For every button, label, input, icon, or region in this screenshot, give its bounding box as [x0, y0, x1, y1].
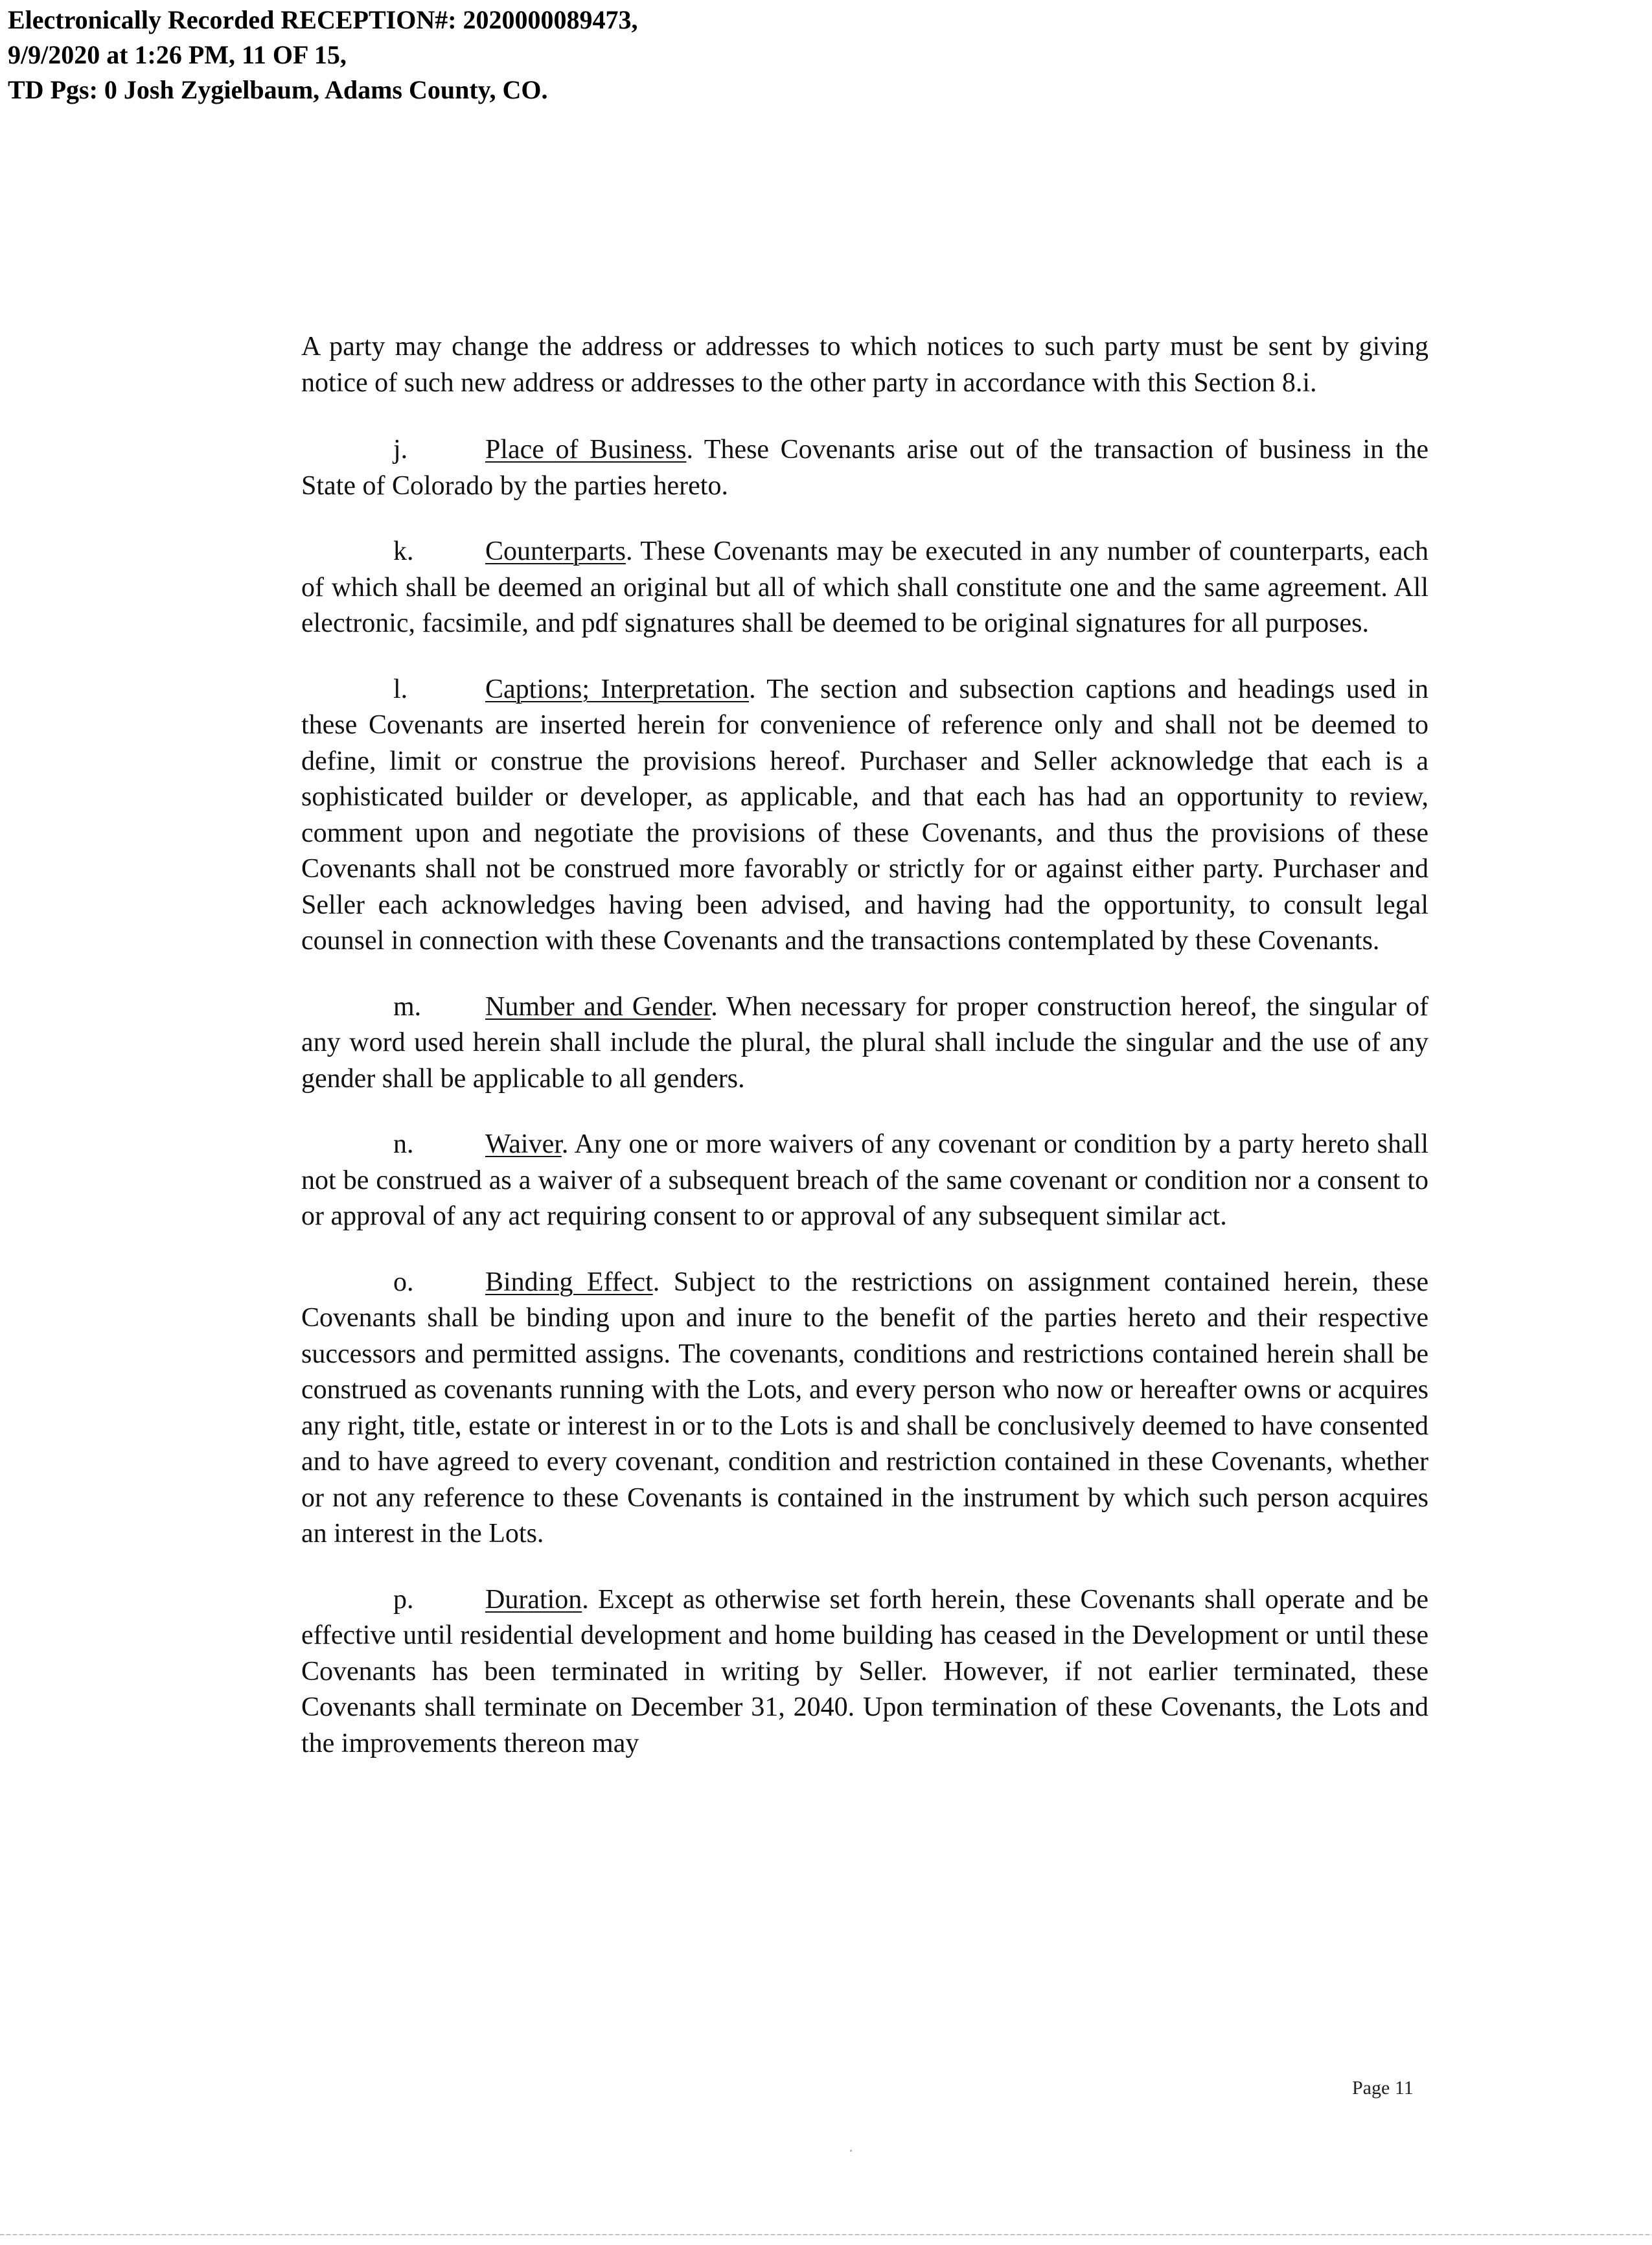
section-n — [301, 1127, 1428, 1235]
scan-speck — [850, 2150, 852, 2152]
section-heading: Number and Gender — [485, 991, 711, 1022]
section-label: o. — [393, 1267, 414, 1297]
document-body — [301, 329, 1428, 1791]
stamp-line-recorder: TD Pgs: 0 Josh Zygielbaum, Adams County, CO. — [8, 75, 548, 104]
section-k — [301, 534, 1428, 642]
stamp-line-date: 9/9/2020 at 1:26 PM, 11 OF 15, — [8, 40, 347, 69]
section-label: p. — [393, 1584, 414, 1615]
section-m — [301, 989, 1428, 1098]
section-label: j. — [393, 435, 408, 465]
section-heading: Duration — [485, 1584, 582, 1615]
section-o — [301, 1265, 1428, 1552]
section-text: . These Covenants arise out of the transaction of business in the State of Colorado by the parties hereto. — [301, 435, 1428, 501]
section-text: . Except as otherwise set forth herein, these Covenants shall operate and be effective until residential development and home building has ceased in the Development or until these Covenants has been terminated in writing by Seller. However, if not earlier terminated, these Covenants shall terminate on December 31, 2040. Upon termination of these Covenants, the Lots and the improvements thereon may — [301, 1584, 1428, 1758]
section-heading: Place of Business — [485, 435, 687, 465]
page-number: Page 11 — [1352, 2077, 1414, 2099]
section-text: . Any one or more waivers of any covenant or condition by a party hereto shall not be construed as a waiver of a subsequent breach of the same covenant or condition nor a consent to or approval of any act requiring consent to or approval of any subsequent similar act. — [301, 1129, 1428, 1231]
section-text: . The section and subsection captions and headings used in these Covenants are inserted herein for convenience of reference only and shall not be deemed to define, limit or construe the provisions hereof. Purchaser and Seller acknowledge that each is a sophisticated builder or developer, as applicable, and that each has had an opportunity to review, comment upon and negotiate the provisions of these Covenants, and thus the provisions of these Covenants shall not be construed more favorably or strictly for or against either party. Purchaser and Seller each acknowledges having been advised, and having had the opportunity, to consult legal counsel in connection with these Covenants and the transactions contemplated by these Covenants. — [301, 674, 1428, 956]
section-label: n. — [393, 1129, 414, 1159]
section-l — [301, 672, 1428, 960]
section-label: l. — [393, 674, 408, 704]
section-j — [301, 432, 1428, 504]
section-heading: Captions; Interpretation — [485, 674, 750, 704]
intro-paragraph: A party may change the address or addresses to which notices to such party must be sent by giving notice of such new address or addresses to the other party in accordance with this Section 8.i. — [301, 332, 1428, 398]
scan-edge-line — [0, 2234, 1652, 2235]
section-heading: Counterparts — [485, 536, 626, 566]
section-heading: Waiver — [485, 1129, 562, 1159]
recording-stamp — [8, 3, 638, 108]
section-text: . These Covenants may be executed in any number of counterparts, each of which shall be deemed an original but all of which shall constitute one and the same agreement. All electronic, facsimile, and pdf signatures shall be deemed to be original signatures for all purposes. — [301, 536, 1428, 638]
section-text: . When necessary for proper construction hereof, the singular of any word used herein shall include the plural, the plural shall include the singular and the use of any gender shall be applicable to all genders. — [301, 991, 1428, 1094]
section-label: m. — [393, 991, 422, 1022]
stamp-line-reception: Electronically Recorded RECEPTION#: 2020000089473, — [8, 5, 638, 34]
section-heading: Binding Effect — [485, 1267, 653, 1297]
section-label: k. — [393, 536, 414, 566]
section-p — [301, 1582, 1428, 1762]
section-text: . Subject to the restrictions on assignment contained herein, these Covenants shall be binding upon and inure to the benefit of the parties hereto and their respective successors and permitted assigns. The covenants, conditions and restrictions contained herein shall be construed as covenants running with the Lots, and every person who now or hereafter owns or acquires any right, title, estate or interest in or to the Lots is and shall be conclusively deemed to have consented and to have agreed to every covenant, condition and restriction contained in these Covenants, whether or not any reference to these Covenants is contained in the instrument by which such person acquires an interest in the Lots. — [301, 1267, 1428, 1548]
